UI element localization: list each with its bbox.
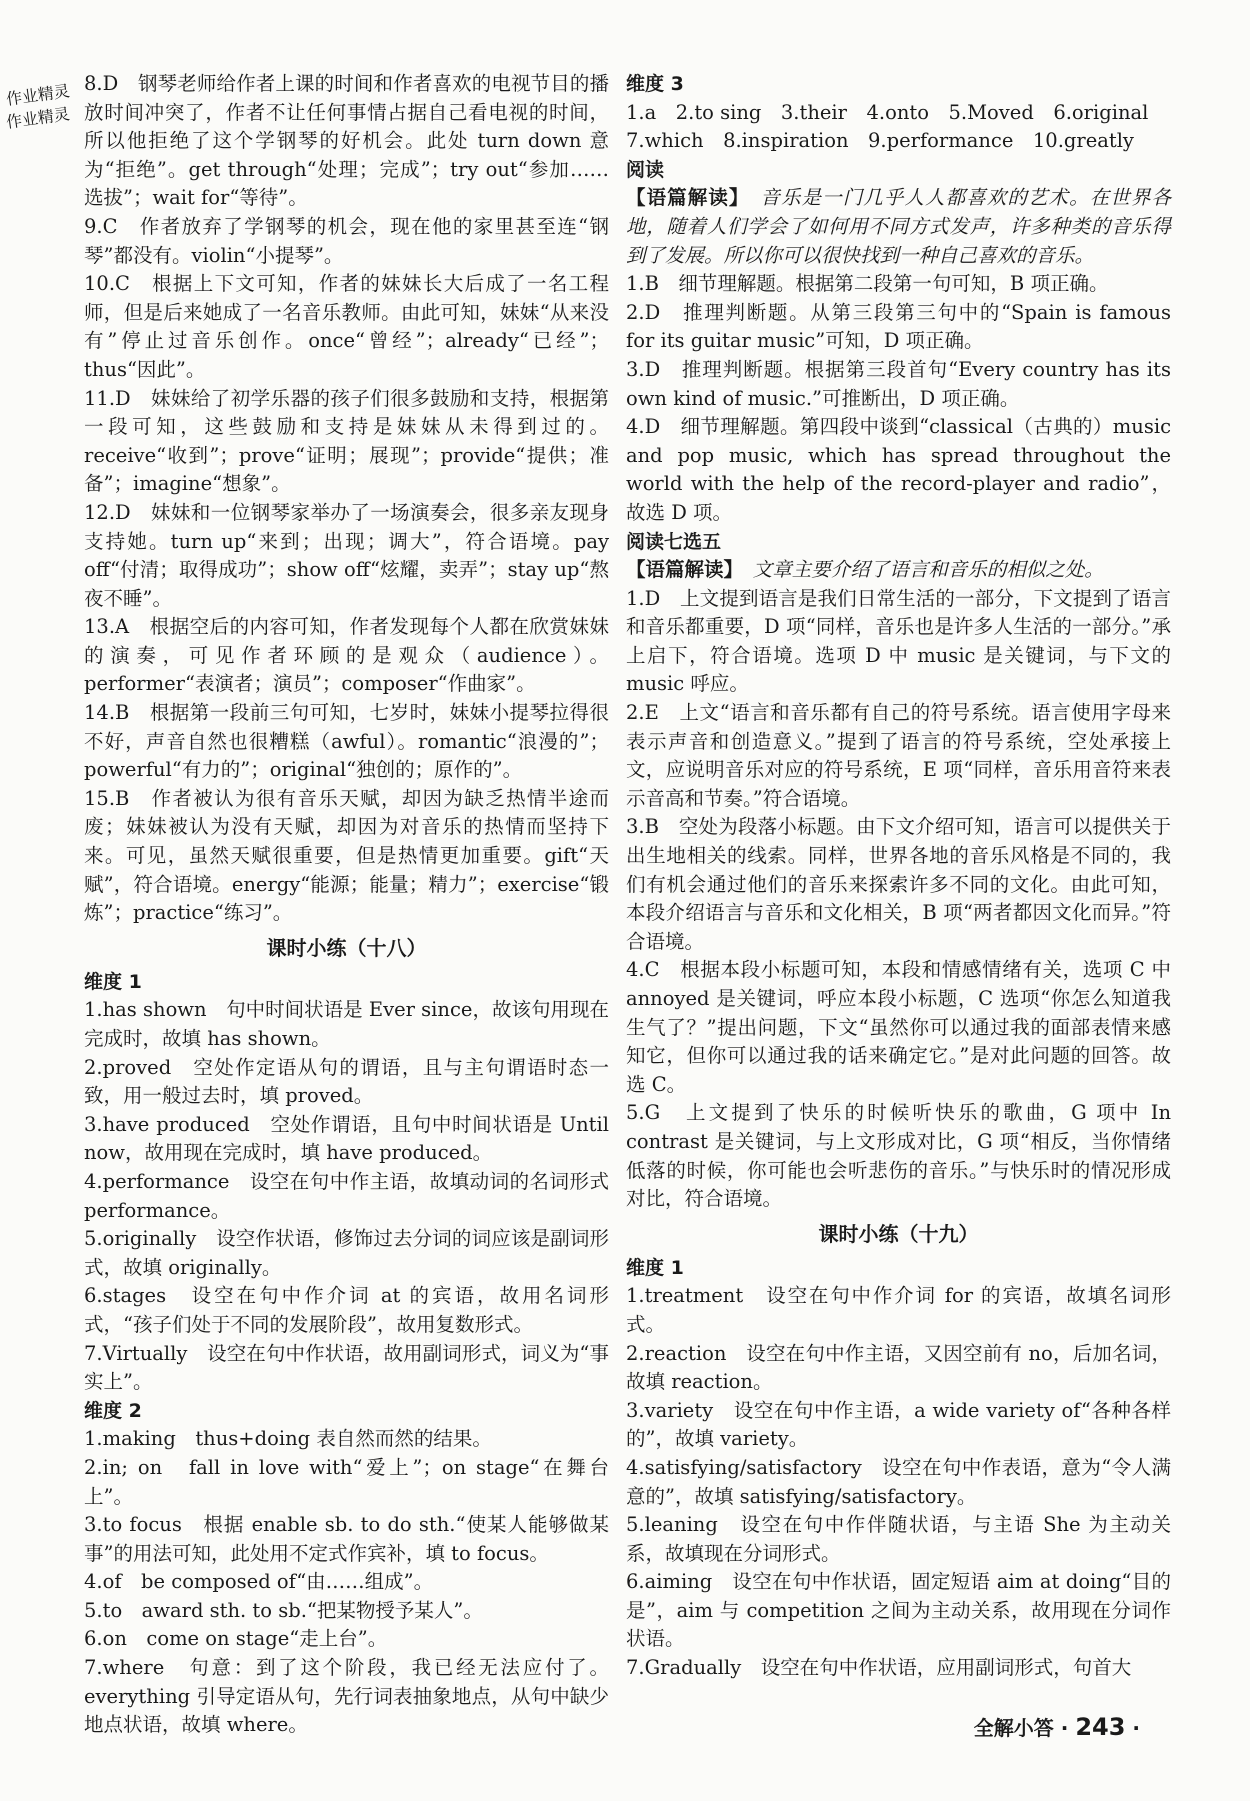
answer-item: 12.D 妹妹和一位钢琴家举办了一场演奏会，很多亲友现身支持她。turn up“来到；出现；调大”，符合语境。pay off“付清；取得成功”；show off“炫耀，卖弄”；stay up“熬夜不睡”。 bbox=[84, 500, 609, 610]
subsection-heading: 维度 1 bbox=[84, 970, 142, 993]
answer-item: 4.D 细节理解题。第四段中谈到“classical（古典的）music and pop music, which has spread throughout the world with the help of the record-player and radio”，故选 D 项。 bbox=[626, 415, 1171, 524]
watermark-text: 作业精灵 bbox=[4, 81, 71, 109]
footer-trail: · bbox=[1132, 1716, 1140, 1740]
subsection-heading: 维度 2 bbox=[84, 1399, 142, 1422]
answer-item: 4.performance 设空在句中作主语，故填动词的名词形式 performance。 bbox=[84, 1169, 609, 1222]
answer-item: 15.B 作者被认为很有音乐天赋，却因为缺乏热情半途而废；妹妹被认为没有天赋，却因为对音乐的热情而坚持下来。可见，虽然天赋很重要，但是热情更加重要。gift“天赋”，符合语境。energy“能源；能量；精力”；exercise“锻炼”；practice“练习”。 bbox=[84, 786, 609, 925]
answer-item: 7.Virtually 设空在句中作状语，故用副词形式，词义为“事实上”。 bbox=[84, 1341, 609, 1394]
answer-item: 11.D 妹妹给了初学乐器的孩子们很多鼓励和支持，根据第一段可知，这些鼓励和支持是妹妹从未得到过的。receive“收到”；prove“证明；展现”；provide“提供；准备”；imagine“想象”。 bbox=[84, 386, 609, 496]
passage-summary bbox=[626, 184, 1171, 270]
page-number: 243 bbox=[1075, 1713, 1126, 1741]
answer-item: 6.aiming 设空在句中作状语，固定短语 aim at doing“目的是”，aim 与 competition 之间为主动关系，故用现在分词作状语。 bbox=[626, 1570, 1171, 1651]
passage-tag: 【语篇解读】 bbox=[626, 558, 734, 582]
answer-item: 1.D 上文提到语言是我们日常生活的一部分，下文提到了语言和音乐都重要，D 项“同样，音乐也是许多人生活的一部分。”承上启下，符合语境。选项 D 中 music 是关键词，与下文的 music 呼应。 bbox=[626, 586, 1171, 696]
answer-item: 10.C 根据上下文可知，作者的妹妹长大后成了一名工程师，但是后来她成了一名音乐教师。由此可知，妹妹“从来没有”停止过音乐创作。once“曾经”；already“已经”；thus“因此”。 bbox=[84, 272, 609, 381]
answer-item: 2.reaction 设空在句中作主语，又因空前有 no，后加名词，故填 reaction。 bbox=[626, 1341, 1171, 1394]
watermark-text: 作业精灵 bbox=[4, 104, 71, 132]
right-column bbox=[626, 70, 1171, 1683]
answer-item: 2.in; on fall in love with“爱上”；on stage“在舞台上”。 bbox=[84, 1455, 609, 1508]
answer-item: 5.to award sth. to sb.“把某物授予某人”。 bbox=[84, 1598, 483, 1622]
answer-item: 6.stages 设空在句中作介词 at 的宾语，故用名词形式，“孩子们处于不同的发展阶段”，故用复数形式。 bbox=[84, 1284, 609, 1336]
answer-item: 1.making thus+doing 表自然而然的结果。 bbox=[84, 1427, 492, 1451]
subsection-heading: 维度 1 bbox=[626, 1256, 684, 1279]
left-column bbox=[84, 70, 609, 1740]
answer-item: 13.A 根据空后的内容可知，作者发现每个人都在欣赏妹妹的演奏，可见作者环顾的是观众（audience）。performer“表演者；演员”；composer“作曲家”。 bbox=[84, 615, 609, 696]
page-footer bbox=[974, 1712, 1140, 1741]
answer-item: 14.B 根据第一段前三句可知，七岁时，妹妹小提琴拉得很不好，声音自然也很糟糕（awful）。romantic“浪漫的”；powerful“有力的”；original“独创的；原作的”。 bbox=[84, 701, 609, 782]
subsection-heading: 阅读七选五 bbox=[626, 530, 722, 553]
answer-item: 6.on come on stage“走上台”。 bbox=[84, 1627, 388, 1651]
answer-item: 5.originally 设空作状语，修饰过去分词的词应该是副词形式，故填 originally。 bbox=[84, 1227, 609, 1279]
section-title: 课时小练（十九） bbox=[818, 1221, 979, 1246]
answer-item: 1.B 细节理解题。根据第二段第一句可知，B 项正确。 bbox=[626, 272, 1109, 296]
answer-item: 7.which 8.inspiration 9.performance 10.greatly bbox=[626, 129, 1134, 153]
answer-item: 5.G 上文提到了快乐的时候听快乐的歌曲，G 项中 In contrast 是关键词，与上文形成对比，G 项“相反，当你情绪低落的时候，你可能也会听悲伤的音乐。”与快乐时的情况形成对比，符合语境。 bbox=[626, 1101, 1171, 1211]
answer-item: 3.to focus 根据 enable sb. to do sth.“使某人能够做某事”的用法可知，此处用不定式作宾补，填 to focus。 bbox=[84, 1513, 609, 1565]
answer-item: 4.C 根据本段小标题可知，本段和情感情绪有关，选项 C 中 annoyed 是关键词，呼应本段小标题，C 选项“你怎么知道我生气了？”提出问题，下文“虽然你可以通过我的面部表情来感知它，但你可以通过我的话来确定它。”是对此问题的回答。故选 C。 bbox=[626, 958, 1171, 1096]
answer-item: 3.D 推理判断题。根据第三段首句“Every country has its own kind of music.”可推断出，D 项正确。 bbox=[626, 357, 1171, 410]
section-title: 课时小练（十八） bbox=[266, 935, 427, 960]
answer-item: 7.where 句意：到了这个阶段，我已经无法应付了。everything 引导定语从句，先行词表抽象地点，从句中缺少地点状语，故填 where。 bbox=[84, 1656, 609, 1737]
answer-item: 4.of be composed of“由……组成”。 bbox=[84, 1570, 434, 1594]
passage-summary bbox=[626, 556, 1171, 585]
footer-label: 全解小答 bbox=[973, 1716, 1054, 1740]
answer-item: 3.have produced 空处作谓语，且句中时间状语是 Until now，故用现在完成时，填 have produced。 bbox=[84, 1112, 609, 1165]
subsection-heading: 维度 3 bbox=[626, 73, 684, 95]
answer-item: 2.proved 空处作定语从句的谓语，且与主句谓语时态一致，用一般过去时，填 proved。 bbox=[84, 1055, 609, 1108]
passage-tag: 【语篇解读】 bbox=[626, 186, 740, 210]
answer-item: 8.D 钢琴老师给作者上课的时间和作者喜欢的电视节目的播放时间冲突了，作者不让任何事情占据自己看电视的时间，所以他拒绝了这个学钢琴的好机会。此处 turn down 意为“拒绝”。get through“处理；完成”；try out“参加……选拔”；wait for“等待”。 bbox=[84, 72, 609, 210]
answer-item: 3.variety 设空在句中作主语，a wide variety of“各种各样的”，故填 variety。 bbox=[626, 1398, 1171, 1451]
answer-item: 4.satisfying/satisfactory 设空在句中作表语，意为“令人满意的”，故填 satisfying/satisfactory。 bbox=[626, 1455, 1171, 1508]
footer-separator: · bbox=[1060, 1716, 1069, 1740]
answer-item: 9.C 作者放弃了学钢琴的机会，现在他的家里甚至连“钢琴”都没有。violin“小提琴”。 bbox=[84, 214, 609, 267]
passage-summary-text: 音乐是一门几乎人人都喜欢的艺术。在世界各地，随着人们学会了如何用不同方式发声，许多种类的音乐得到了发展。所以你可以很快找到一种自己喜欢的音乐。 bbox=[626, 186, 1171, 267]
answer-item: 1.a 2.to sing 3.their 4.onto 5.Moved 6.original bbox=[626, 100, 1149, 124]
subsection-heading: 阅读 bbox=[626, 158, 665, 181]
answer-item: 7.Gradually 设空在句中作状语，应用副词形式，句首大 bbox=[626, 1656, 1132, 1680]
answer-item: 1.treatment 设空在句中作介词 for 的宾语，故填名词形式。 bbox=[626, 1284, 1171, 1336]
answer-item: 5.leaning 设空在句中作伴随状语，与主语 She 为主动关系，故填现在分词形式。 bbox=[626, 1513, 1171, 1565]
passage-summary-text: 文章主要介绍了语言和音乐的相似之处。 bbox=[752, 558, 1104, 582]
answer-item: 1.has shown 句中时间状语是 Ever since，故该句用现在完成时，故填 has shown。 bbox=[84, 998, 609, 1050]
answer-item: 2.E 上文“语言和音乐都有自己的符号系统。语言使用字母来表示声音和创造意义。”提到了语言的符号系统，空处承接上文，应说明音乐对应的符号系统，E 项“同样，音乐用音符来表示音高和节奏。”符合语境。 bbox=[626, 701, 1171, 810]
answer-item: 3.B 空处为段落小标题。由下文介绍可知，语言可以提供关于出生地相关的线索。同样，世界各地的音乐风格是不同的，我们有机会通过他们的音乐来探索许多不同的文化。由此可知，本段介绍语言与音乐和文化相关，B 项“两者都因文化而异。”符合语境。 bbox=[626, 815, 1171, 953]
answer-item: 2.D 推理判断题。从第三段第三句中的“Spain is famous for its guitar music”可知，D 项正确。 bbox=[626, 300, 1171, 353]
